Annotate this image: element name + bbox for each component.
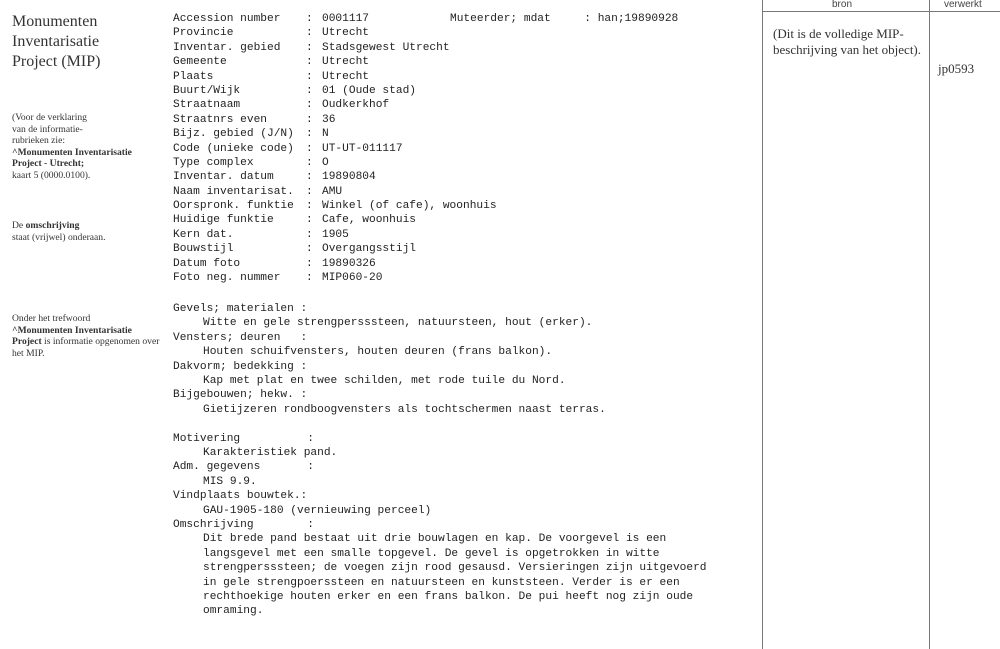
- field-row: [173, 242, 758, 256]
- description-label: Vindplaats bouwtek.:: [173, 490, 308, 503]
- description-text: Kap met plat en twee schilden, met rode tuile du Nord.: [203, 374, 566, 387]
- legend-note-reference: ^Monumenten Inventarisatie Project - Utrecht;: [12, 146, 132, 170]
- field-row: [173, 271, 758, 285]
- field-separator: :: [306, 41, 313, 54]
- field-separator: :: [306, 128, 313, 141]
- field-row: [173, 257, 758, 271]
- field-separator: :: [306, 214, 313, 227]
- field-separator: :: [306, 257, 313, 270]
- field-separator: :: [306, 84, 313, 97]
- verwerkt-code: jp0593: [938, 61, 975, 76]
- field-value: Utrecht: [322, 56, 369, 69]
- field-separator: :: [306, 27, 313, 40]
- field-row: [173, 84, 758, 98]
- field-separator: :: [306, 200, 313, 213]
- description-note-post: staat (vrijwel) onderaan.: [12, 231, 106, 243]
- divider-line: [762, 0, 763, 649]
- description-label: Dakvorm; bedekking :: [173, 360, 308, 373]
- field-separator: :: [306, 228, 313, 241]
- field-label: Provincie: [173, 27, 234, 40]
- field-separator: :: [306, 272, 313, 285]
- description-section: [173, 302, 758, 619]
- bron-header: bron: [832, 0, 853, 10]
- description-label: Motivering :: [173, 432, 314, 445]
- description-label: Adm. gegevens :: [173, 461, 314, 474]
- description-note: [12, 220, 162, 243]
- side-panel: [762, 0, 1000, 649]
- field-value: 0001117: [322, 13, 369, 25]
- legend-note: [12, 112, 162, 182]
- field-row: [173, 142, 758, 156]
- description-note-bold: omschrijving: [25, 220, 80, 231]
- legend-note-card: kaart 5 (0000.0100).: [12, 169, 91, 181]
- field-row: [173, 170, 758, 184]
- description-text: Witte en gele strengpersssteen, natuursteen, hout (erker).: [203, 317, 593, 330]
- mutator-field: Muteerder; mdat : han;19890928: [450, 13, 679, 25]
- field-label: Oorspronk. funktie: [173, 200, 294, 213]
- keyword-note-text: Onder het trefwoord: [12, 313, 91, 324]
- field-separator: :: [306, 243, 313, 256]
- field-separator: :: [306, 13, 313, 25]
- field-label: Plaats: [173, 70, 214, 83]
- bron-text: (Dit is de volledige MIP-beschrijving van het object).: [773, 26, 922, 57]
- description-text: Gietijzeren rondboogvensters als tochtschermen naast terras.: [203, 403, 606, 416]
- field-label: Inventar. gebied: [173, 41, 281, 54]
- field-row: [173, 156, 758, 170]
- description-label: Gevels; materialen :: [173, 303, 308, 315]
- field-row: [173, 55, 758, 69]
- field-value: N: [322, 128, 329, 141]
- field-value: 1905: [322, 228, 349, 241]
- document-title: [12, 12, 162, 72]
- keyword-note: [12, 313, 162, 359]
- description-block-materials: [173, 302, 758, 417]
- field-value: Utrecht: [322, 70, 369, 83]
- field-label: Straatnrs even: [173, 113, 267, 126]
- field-value: MIP060-20: [322, 272, 383, 285]
- title-line: Inventarisatie: [12, 33, 100, 50]
- title-line: Project (MIP): [12, 53, 101, 70]
- field-row: [173, 228, 758, 242]
- field-label: Buurt/Wijk: [173, 84, 241, 97]
- description-label: Omschrijving :: [173, 518, 314, 531]
- field-label: Foto neg. nummer: [173, 272, 281, 285]
- description-text: GAU-1905-180 (vernieuwing perceel): [203, 504, 432, 517]
- field-separator: :: [306, 185, 313, 198]
- description-text: Dit brede pand bestaat uit drie bouwlagen en kap. De voorgevel is een langsgevel met een smalle topgevel. De gevel is opgetrokken in witte strengpersssteen; de voegen zijn rood gesausd. Versieringen zijn uitgevoerd in gele strengpoerssteen en natuursteen en kunststeen. Verder is er een rechthoekige houten erker en een frans balkon. De pui heeft nog zijn oude omraming.: [203, 533, 707, 618]
- field-label: Datum foto: [173, 257, 241, 270]
- field-value: Winkel (of cafe), woonhuis: [322, 200, 497, 213]
- field-value: 19890804: [322, 171, 376, 184]
- field-row: [173, 98, 758, 112]
- field-separator: :: [306, 171, 313, 184]
- field-value: UT-UT-011117: [322, 142, 403, 155]
- field-label: Code (unieke code): [173, 142, 294, 155]
- block-gap: [173, 417, 758, 431]
- description-text: Houten schuifvensters, houten deuren (frans balkon).: [203, 346, 553, 359]
- divider-line: [929, 0, 930, 649]
- field-separator: :: [306, 99, 313, 112]
- field-label: Inventar. datum: [173, 171, 274, 184]
- field-label: Huidige funktie: [173, 214, 274, 227]
- field-separator: :: [306, 56, 313, 69]
- field-value: Utrecht: [322, 27, 369, 40]
- field-value: Cafe, woonhuis: [322, 214, 416, 227]
- field-value: 19890326: [322, 257, 376, 270]
- field-row: [173, 26, 758, 40]
- field-separator: :: [306, 113, 313, 126]
- field-list: [173, 12, 758, 285]
- field-row: [173, 185, 758, 199]
- field-value: 36: [322, 113, 336, 126]
- description-note-pre: De: [12, 220, 26, 231]
- field-value: Overgangsstijl: [322, 243, 416, 256]
- keyword-note-post: is informatie opgenomen over het MIP.: [12, 336, 160, 359]
- field-label: Bijz. gebied (J/N): [173, 128, 294, 141]
- field-row: [173, 70, 758, 84]
- field-label: Bouwstijl: [173, 243, 234, 256]
- field-row: [173, 127, 758, 141]
- description-block-motivation: [173, 432, 758, 619]
- field-row: [173, 213, 758, 227]
- field-row: [173, 41, 758, 55]
- field-separator: :: [306, 70, 313, 83]
- left-column: [12, 12, 162, 72]
- field-value: AMU: [322, 185, 343, 198]
- field-label: Straatnaam: [173, 99, 241, 112]
- legend-note-text: (Voor de verklaring van de informatie- rubrieken zie:: [12, 112, 87, 147]
- field-label: Accession number: [173, 13, 281, 25]
- field-row: [173, 113, 758, 127]
- field-separator: :: [306, 142, 313, 155]
- field-value: Oudkerkhof: [322, 99, 390, 112]
- field-label: Gemeente: [173, 56, 227, 69]
- field-separator: :: [306, 156, 313, 169]
- description-text: Karakteristiek pand.: [203, 446, 338, 459]
- header-underline: [762, 11, 1000, 12]
- field-value: O: [322, 156, 329, 169]
- title-line: Monumenten: [12, 13, 98, 30]
- field-label: Naam inventarisat.: [173, 185, 294, 198]
- field-value: 01 (Oude stad): [322, 84, 416, 97]
- keyword-note-bold: ^Monumenten Inventarisatie Project: [12, 324, 132, 348]
- field-label: Type complex: [173, 156, 254, 169]
- description-label: Vensters; deuren :: [173, 331, 308, 344]
- field-row: [173, 199, 758, 213]
- field-label: Kern dat.: [173, 228, 234, 241]
- description-text: MIS 9.9.: [203, 475, 257, 488]
- record-fields: [173, 12, 758, 285]
- verwerkt-header: verwerkt: [944, 0, 982, 10]
- field-value: Stadsgewest Utrecht: [322, 41, 450, 54]
- description-label: Bijgebouwen; hekw. :: [173, 389, 308, 402]
